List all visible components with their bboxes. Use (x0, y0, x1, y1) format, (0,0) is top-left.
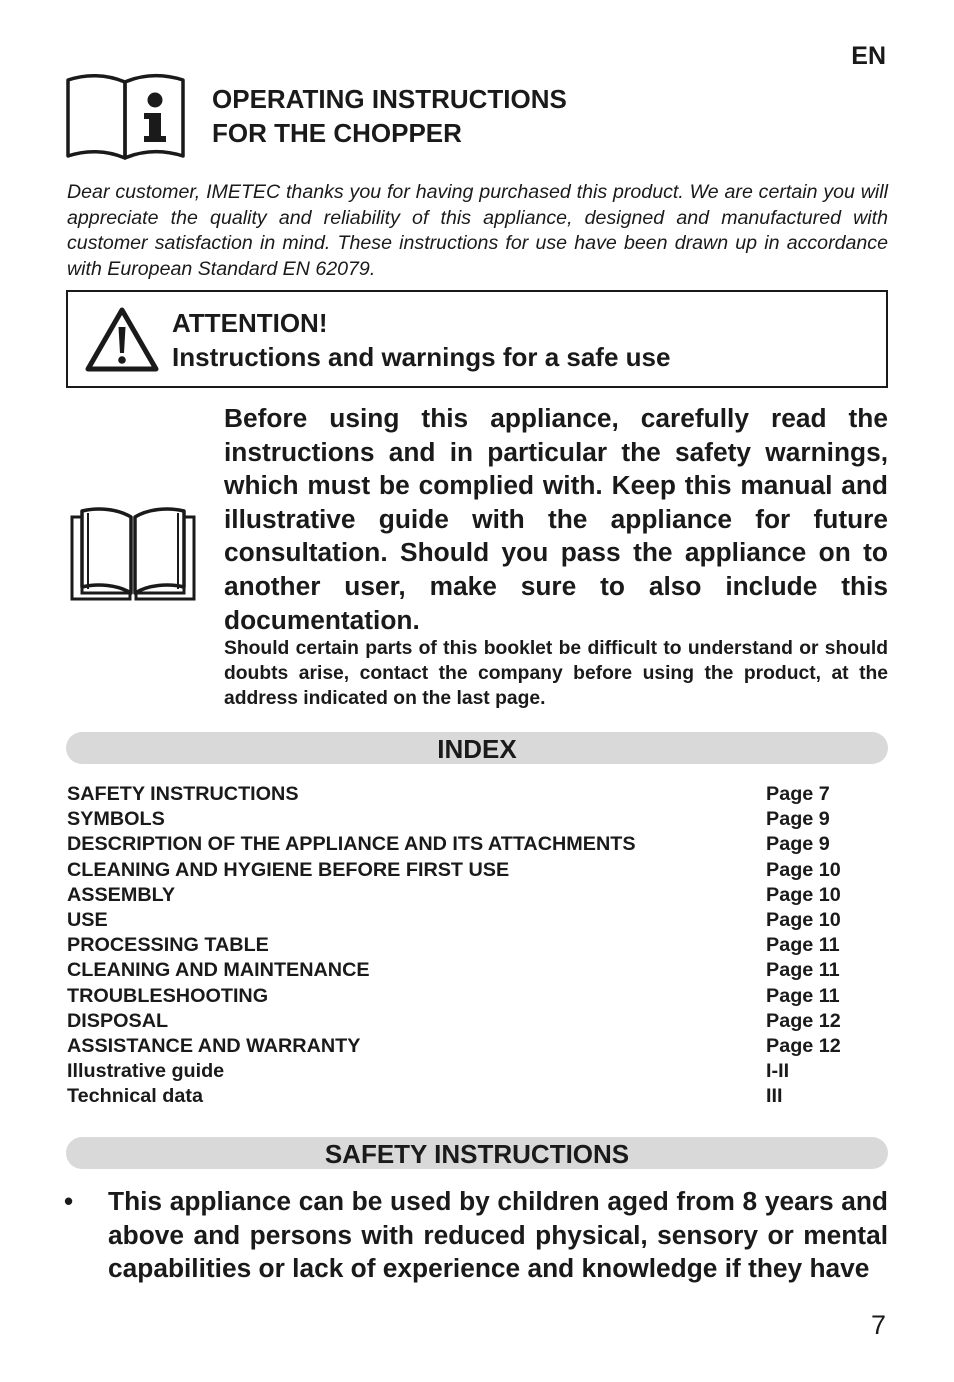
index-entry-label: ASSEMBLY (67, 883, 176, 906)
index-entry (67, 807, 888, 832)
page-number: 7 (870, 1310, 886, 1340)
title-line-1: OPERATING INSTRUCTIONS (212, 84, 567, 114)
index-entry-label: USE (67, 908, 108, 931)
index-entry (67, 1084, 888, 1109)
index-entry-page: Page 12 (766, 1034, 841, 1057)
safety-heading-bar (66, 1137, 888, 1169)
index-entry-page: Page 11 (766, 959, 840, 982)
index-entry-page: Page 10 (766, 858, 841, 881)
index-entry-page: Page 7 (766, 783, 830, 805)
index-entry-label: SAFETY INSTRUCTIONS (67, 783, 299, 805)
intro-paragraph: Dear customer, IMETEC thanks you for having purchased this product. We are certain you will appreciate the quality and reliability of this appliance, designed and manufactured with customer satisfaction in mind. These instructions for use have been drawn up in accordance with European Standard EN 62079. (67, 181, 888, 280)
index-entry (67, 933, 888, 958)
attention-line-2: Instructions and warnings for a safe use (172, 342, 671, 372)
index-entry-page: Page 11 (766, 934, 840, 957)
index-list (67, 782, 888, 1109)
index-entry (67, 883, 888, 908)
index-entry-page: I-II (766, 1060, 790, 1083)
safety-bullet-text: This appliance can be used by children aged from 8 years and above and persons with reduced physical, sensory or mental capabilities or lack of experience and knowledge if they have (108, 1186, 888, 1284)
page-title (212, 82, 567, 150)
index-entry (67, 1034, 888, 1059)
index-entry-page: Page 10 (766, 908, 841, 931)
language-code: EN (851, 42, 886, 70)
index-entry-page: Page 9 (766, 833, 830, 856)
index-entry-label: TROUBLESHOOTING (67, 984, 269, 1007)
read-manual-notice: Before using this appliance, carefully read the instructions and in particular the safety warnings, which must be complied with. Keep this manual and illustrative guide with the appliance for future consultation. Should you pass the appliance on to another user, make sure to also include this documentation. (224, 403, 888, 635)
index-entry-label: PROCESSING TABLE (67, 934, 269, 957)
index-entry (67, 782, 888, 807)
warning-triangle-icon (84, 305, 160, 373)
index-entry-label: CLEANING AND HYGIENE BEFORE FIRST USE (67, 858, 510, 881)
index-entry-page: Page 9 (766, 808, 830, 831)
index-entry-label: ASSISTANCE AND WARRANTY (67, 1034, 361, 1057)
open-book-icon (68, 505, 198, 605)
index-entry (67, 858, 888, 883)
index-entry-label: SYMBOLS (67, 808, 165, 831)
attention-box (66, 290, 888, 388)
index-entry (67, 958, 888, 983)
index-entry (67, 908, 888, 933)
title-line-2: FOR THE CHOPPER (212, 118, 462, 148)
index-entry (67, 1009, 888, 1034)
index-entry-label: DESCRIPTION OF THE APPLIANCE AND ITS ATTACHMENTS (67, 833, 636, 856)
attention-heading (172, 306, 670, 374)
index-entry-page: Page 10 (766, 883, 841, 906)
index-entry-label: DISPOSAL (67, 1009, 169, 1032)
info-manual-icon (66, 72, 186, 162)
index-entry (67, 832, 888, 857)
contact-notice: Should certain parts of this booklet be difficult to understand or should doubts arise, contact the company before using the product, at the address indicated on the last page. (224, 638, 888, 710)
index-heading-bar (66, 732, 888, 764)
index-entry-label: Illustrative guide (67, 1060, 225, 1083)
index-entry (67, 984, 888, 1009)
safety-heading: SAFETY INSTRUCTIONS (324, 1139, 630, 1169)
index-entry-page: III (766, 1085, 783, 1108)
index-entry-page: Page 12 (766, 1009, 841, 1032)
index-entry (67, 1059, 888, 1084)
index-heading: INDEX (437, 734, 517, 764)
bullet-marker: • (64, 1186, 74, 1216)
attention-line-1: ATTENTION! (172, 308, 328, 338)
index-entry-label: CLEANING AND MAINTENANCE (67, 959, 370, 982)
index-entry-label: Technical data (67, 1085, 203, 1108)
index-entry-page: Page 11 (766, 984, 840, 1007)
